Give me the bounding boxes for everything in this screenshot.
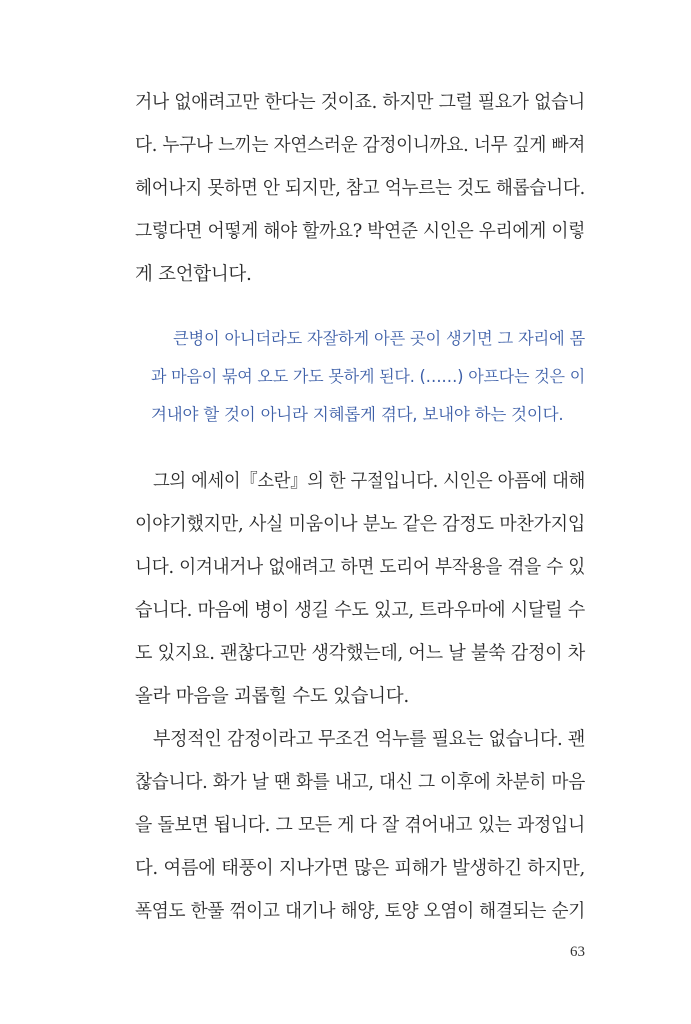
text-line	[0, 897, 691, 927]
quote-line	[0, 362, 691, 392]
text-line	[0, 88, 691, 118]
text-line-content: 니다. 이겨내거나 없애려고 하면 도리어 부작용을 겪을 수 있	[135, 557, 585, 578]
text-line	[0, 131, 691, 161]
quote-line	[0, 324, 691, 354]
text-line	[0, 467, 691, 497]
text-line-content: 거나 없애려고만 한다는 것이죠. 하지만 그럴 필요가 없습니	[135, 92, 585, 113]
text-line-content: 부정적인 감정이라고 무조건 억누를 필요는 없습니다. 괜	[153, 729, 585, 750]
text-line-content: 찮습니다. 화가 날 땐 화를 내고, 대신 그 이후에 차분히 마음	[135, 772, 585, 793]
text-line	[0, 682, 691, 712]
text-line	[0, 725, 691, 755]
text-line	[0, 596, 691, 626]
text-line-content: 헤어나지 못하면 안 되지만, 참고 억누르는 것도 해롭습니다.	[135, 178, 585, 199]
text-line-content: 그의 에세이『소란』의 한 구절입니다. 시인은 아픔에 대해	[153, 471, 585, 492]
text-line-content: 폭염도 한풀 꺾이고 대기나 해양, 토양 오염이 해결되는 순기	[135, 901, 585, 922]
text-line-content: 그렇다면 어떻게 해야 할까요? 박연준 시인은 우리에게 이렇	[135, 221, 585, 242]
text-line-content: 도 있지요. 괜찮다고만 생각했는데, 어느 날 불쑥 감정이 차	[135, 643, 585, 664]
text-line-content: 올라 마음을 괴롭힐 수도 있습니다.	[135, 686, 409, 707]
text-line-content: 다. 여름에 태풍이 지나가면 많은 피해가 발생하긴 하지만,	[135, 858, 585, 879]
text-line	[0, 811, 691, 841]
text-line-content: 을 돌보면 됩니다. 그 모든 게 다 잘 겪어내고 있는 과정입니	[135, 815, 585, 836]
text-line-content: 다. 누구나 느끼는 자연스러운 감정이니까요. 너무 깊게 빠져	[135, 135, 585, 156]
quote-line-content: 과 마음이 묶여 오도 가도 못하게 된다. (……) 아프다는 것은 이	[151, 367, 585, 386]
page-number: 63	[570, 944, 585, 960]
text-line	[0, 174, 691, 204]
text-line	[0, 639, 691, 669]
text-line-content: 습니다. 마음에 병이 생길 수도 있고, 트라우마에 시달릴 수	[135, 600, 585, 621]
text-line	[0, 768, 691, 798]
text-line	[0, 217, 691, 247]
text-line	[0, 854, 691, 884]
text-line	[0, 553, 691, 583]
text-line-content: 게 조언합니다.	[135, 264, 252, 285]
text-line-content: 이야기했지만, 사실 미움이나 분노 같은 감정도 마찬가지입	[135, 514, 585, 535]
quote-line-content: 겨내야 할 것이 아니라 지혜롭게 겪다, 보내야 하는 것이다.	[151, 405, 564, 424]
quote-line	[0, 400, 691, 430]
text-line	[0, 260, 691, 290]
text-line	[0, 510, 691, 540]
quote-line-content: 큰병이 아니더라도 자잘하게 아픈 곳이 생기면 그 자리에 몸	[173, 329, 585, 348]
